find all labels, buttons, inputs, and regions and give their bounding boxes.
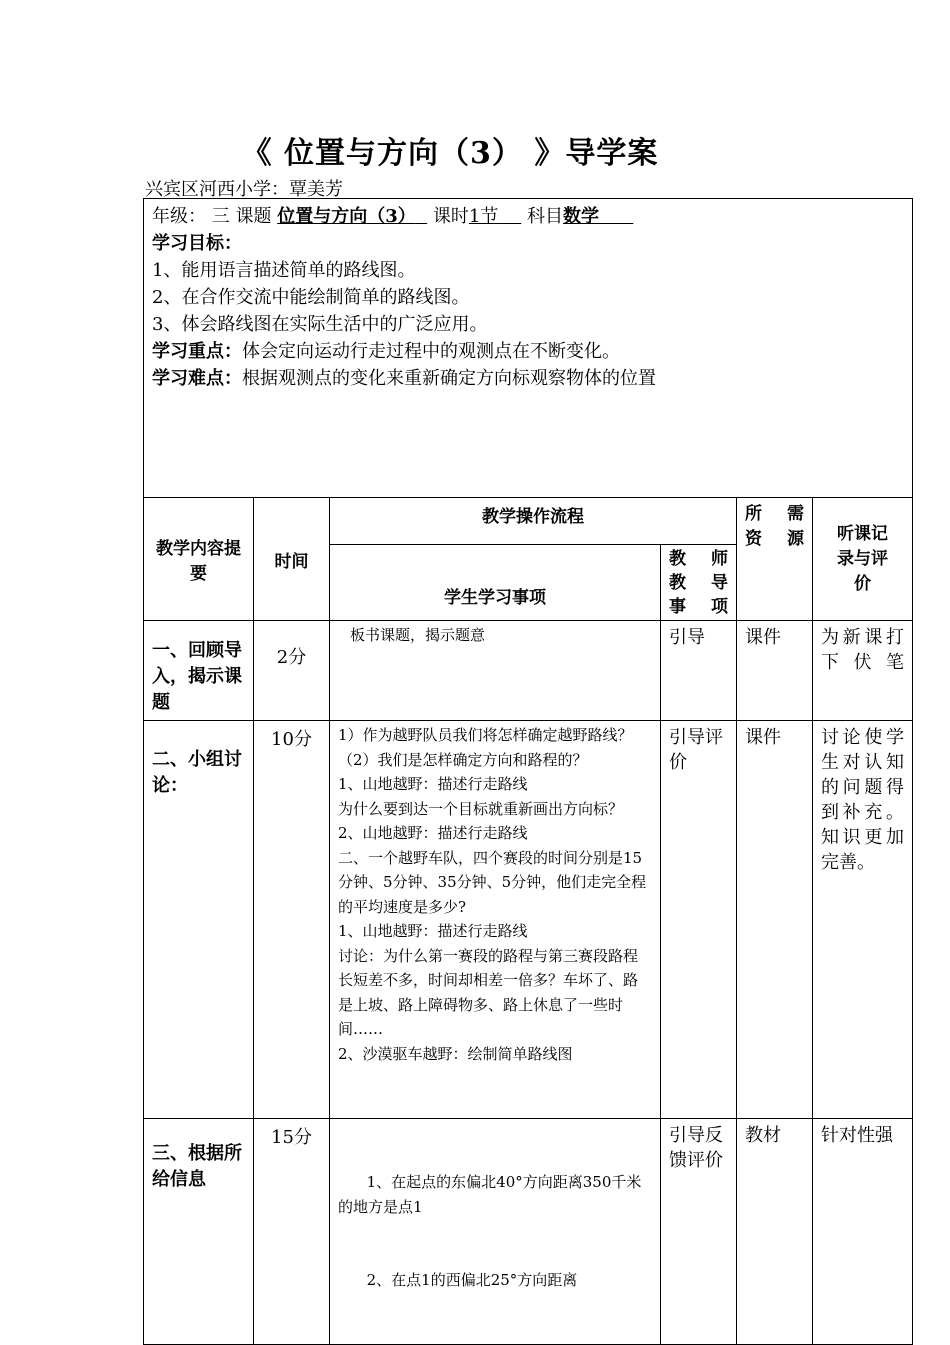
period-value: 1节 bbox=[468, 206, 499, 227]
author-line: 兴宾区河西小学：覃美芳 bbox=[145, 179, 343, 200]
key-point-label: 学习重点： bbox=[152, 341, 242, 362]
student-item: 2、沙漠驱车越野：绘制简单路线图 bbox=[338, 1044, 573, 1063]
teacher-guidance: 引导 bbox=[661, 621, 737, 721]
header-flow: 教学操作流程 bbox=[330, 498, 737, 545]
student-item: 为什么要到达一个目标就重新画出方向标？ bbox=[338, 799, 624, 818]
student-item: （2）我们是怎样确定方向和路程的？ bbox=[338, 750, 588, 769]
note-value: 针对性强 bbox=[813, 1119, 913, 1345]
student-item: 2、在点1的西偏北25°方向距离 bbox=[338, 1271, 578, 1289]
section-label: 一、回顾导入，揭示课题 bbox=[144, 621, 254, 721]
topic-label: 课题 bbox=[235, 206, 272, 227]
difficulty-text: 根据观测点的变化来重新确定方向标观察物体的位置 bbox=[242, 368, 656, 389]
section-label: 三、根据所给信息 bbox=[144, 1119, 254, 1345]
page-title: 《 位置与方向（3） 》导学案 bbox=[241, 136, 659, 171]
goal-item: 2、在合作交流中能绘制简单的路线图。 bbox=[152, 287, 470, 308]
student-items bbox=[330, 1119, 661, 1345]
note-value: 讨论使学生对认知的问题得到补充。知识更加完善。 bbox=[813, 721, 913, 1119]
student-item: 板书课题，揭示题意 bbox=[330, 621, 661, 721]
header-content-summary: 教学内容提要 bbox=[144, 498, 254, 621]
student-item: 2、山地越野：描述行走路线 bbox=[338, 824, 528, 842]
topic-value: 位置与方向（3） bbox=[277, 206, 416, 227]
header-student: 学生学习事项 bbox=[330, 545, 661, 621]
period-label: 课时 bbox=[432, 206, 469, 227]
header-notes: 听课记录与评价 bbox=[813, 498, 913, 621]
header-resources: 所 需 资 源 bbox=[737, 498, 813, 621]
difficulty-line bbox=[152, 365, 904, 392]
teacher-guidance: 引导评价 bbox=[661, 721, 737, 1119]
time-value: 2分 bbox=[254, 621, 330, 721]
key-point-line bbox=[152, 338, 904, 365]
lesson-table bbox=[143, 198, 913, 1345]
table-row bbox=[144, 621, 913, 721]
resource-value: 课件 bbox=[737, 621, 813, 721]
student-item: 讨论：为什么第一赛段的路程与第三赛段路程长短差不多，时间却相差一倍多？车坏了、路是上坡、路上障碍物多、路上休息了一些时间…… bbox=[338, 946, 639, 1038]
student-item: 1、在起点的东偏北40°方向距离350千米的地方是点1 bbox=[338, 1173, 642, 1216]
course-meta-line bbox=[152, 203, 904, 230]
student-item: 1、山地越野：描述行走路线 bbox=[338, 922, 528, 940]
grade-value: 三 bbox=[211, 206, 230, 227]
info-row bbox=[144, 199, 913, 498]
subject-value: 数学 bbox=[563, 206, 599, 227]
goals-title: 学习目标： bbox=[152, 233, 242, 254]
student-items bbox=[330, 721, 661, 1119]
student-item: 1、山地越野：描述行走路线 bbox=[338, 775, 528, 793]
student-item: 二、一个越野车队，四个赛段的时间分别是15分钟、5分钟、35分钟、5分钟，他们走完全程的平均速度是多少? bbox=[338, 848, 647, 916]
grade-label: 年级： bbox=[152, 206, 206, 227]
subject-label: 科目 bbox=[527, 206, 563, 227]
teacher-guidance: 引导反馈评价 bbox=[661, 1119, 737, 1345]
header-row-1 bbox=[144, 498, 913, 545]
note-value: 为新课打下伏笔 bbox=[813, 621, 913, 721]
difficulty-label: 学习难点： bbox=[152, 368, 242, 389]
header-teacher: 教 师 教 导 事 项 bbox=[661, 545, 737, 621]
header-time: 时间 bbox=[254, 498, 330, 621]
student-item: 1）作为越野队员我们将怎样确定越野路线？ bbox=[338, 726, 633, 744]
info-cell bbox=[144, 199, 913, 498]
table-row bbox=[144, 1119, 913, 1345]
section-label: 二、小组讨论： bbox=[144, 721, 254, 1119]
goal-item: 1、能用语言描述简单的路线图。 bbox=[152, 260, 416, 281]
time-value: 15分 bbox=[254, 1119, 330, 1345]
time-value: 10分 bbox=[254, 721, 330, 1119]
table-row bbox=[144, 721, 913, 1119]
resource-value: 教材 bbox=[737, 1119, 813, 1345]
goal-item: 3、体会路线图在实际生活中的广泛应用。 bbox=[152, 314, 488, 335]
resource-value: 课件 bbox=[737, 721, 813, 1119]
key-point-text: 体会定向运动行走过程中的观测点在不断变化。 bbox=[242, 341, 620, 362]
